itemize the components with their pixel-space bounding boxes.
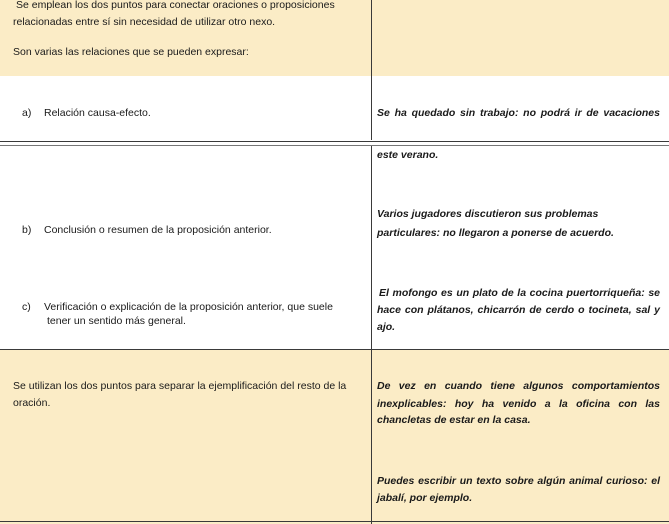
column-divider-top bbox=[371, 0, 372, 140]
relation-a-example-line-1: Se ha quedado sin trabajo: no podrá ir de vacaciones bbox=[377, 107, 660, 119]
relation-a bbox=[22, 106, 151, 121]
relation-a-label: a) bbox=[22, 107, 32, 119]
relation-b bbox=[22, 223, 272, 238]
exemplification-example-2-line-2: jabalí, por ejemplo. bbox=[377, 492, 473, 504]
page-break-rule-2 bbox=[0, 145, 669, 146]
relation-c-label: c) bbox=[22, 301, 31, 313]
exemplification-example-1-line-3: chancletas de estar en la casa. bbox=[377, 414, 531, 426]
intro-line-3: Son varias las relaciones que se pueden expresar: bbox=[13, 46, 249, 58]
exemplification-example-1-line-2: inexplicables: hoy ha venido a la oficina con las bbox=[377, 398, 660, 410]
relation-b-text: Conclusión o resumen de la proposición anterior. bbox=[44, 224, 272, 236]
relation-c-text-line-2: tener un sentido más general. bbox=[47, 315, 186, 327]
relation-b-example-line-2: particulares: no llegaron a ponerse de acuerdo. bbox=[377, 227, 614, 239]
page-break-rule bbox=[0, 141, 669, 142]
relation-c-example-line-2: hace con plátanos, chicarrón de cerdo o tocineta, sal y bbox=[377, 304, 660, 316]
column-divider-bottom bbox=[371, 146, 372, 524]
relation-a-text: Relación causa-efecto. bbox=[44, 107, 151, 119]
row-divider bbox=[0, 349, 669, 350]
exemplification-row-background bbox=[0, 350, 669, 524]
relation-c-text-line-1: Verificación o explicación de la proposición anterior, que suele bbox=[44, 301, 333, 313]
relation-c bbox=[22, 300, 333, 315]
relation-c-example-line-3: ajo. bbox=[377, 321, 396, 333]
intro-line-2: relacionadas entre sí sin necesidad de utilizar otro nexo. bbox=[13, 16, 276, 28]
relation-b-label: b) bbox=[22, 224, 32, 236]
exemplification-example-2-line-1: Puedes escribir un texto sobre algún animal curioso: el bbox=[377, 475, 660, 487]
exemplification-text-line-1: Se utilizan los dos puntos para separar la ejemplificación del resto de la bbox=[13, 380, 347, 392]
relation-b-example-line-1: Varios jugadores discutieron sus problemas bbox=[377, 208, 599, 220]
exemplification-example-1-line-1: De vez en cuando tiene algunos comportamientos bbox=[377, 380, 660, 392]
intro-line-1: Se emplean los dos puntos para conectar oraciones o proposiciones bbox=[16, 0, 335, 11]
bottom-divider bbox=[0, 521, 669, 522]
exemplification-text-line-2: oración. bbox=[13, 397, 51, 409]
relation-a-example-line-2: este verano. bbox=[377, 149, 439, 161]
relation-c-example-line-1: El mofongo es un plato de la cocina puertorriqueña: se bbox=[379, 287, 660, 299]
